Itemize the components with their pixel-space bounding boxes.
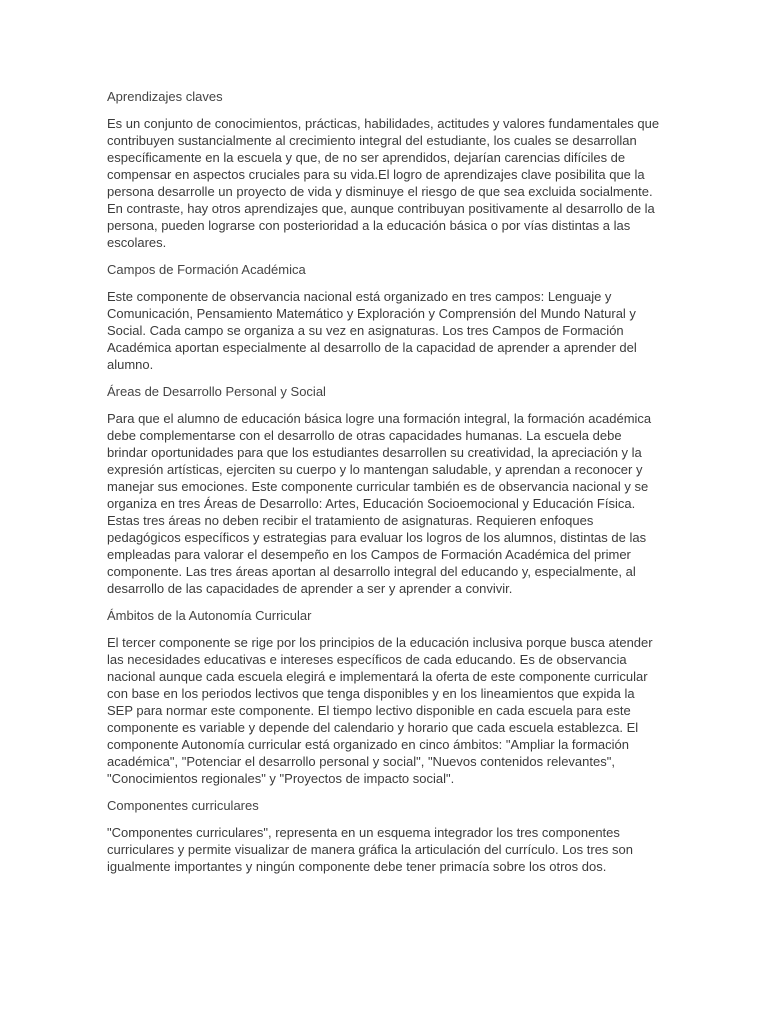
section-paragraph: Este componente de observancia nacional está organizado en tres campos: Lenguaje y Comunicación, Pensamiento Matemático y Exploración y Comprensión del Mundo Natural y Social. Cada campo se organiza a su vez en asignaturas. Los tres Campos de Formación Académica aportan especialmente al desarrollo de la capacidad de aprender a aprender del alumno. xyxy=(107,289,637,372)
section-ambitos-autonomia xyxy=(107,607,663,787)
section-paragraph: Es un conjunto de conocimientos, prácticas, habilidades, actitudes y valores fundamentales que contribuyen sustancialmente al crecimiento integral del estudiante, los cuales se desarrollan específicamente en la escuela y que, de no ser aprendidos, dejarían carencias difíciles de compensar en aspectos cruciales para su vida.El logro de aprendizajes clave posibilita que la persona desarrolle un proyecto de vida y disminuye el riesgo de que sea excluida socialmente. En contraste, hay otros aprendizajes que, aunque contribuyan positivamente al desarrollo de la persona, pueden lograrse con posterioridad a la educación básica o por vías distintas a las escolares. xyxy=(107,116,660,250)
document-page xyxy=(107,88,663,885)
section-heading: Ámbitos de la Autonomía Curricular xyxy=(107,608,312,623)
section-heading: Componentes curriculares xyxy=(107,798,259,813)
section-campos-formacion xyxy=(107,261,663,373)
section-areas-desarrollo xyxy=(107,383,663,597)
section-componentes-curriculares xyxy=(107,797,663,875)
section-heading: Aprendizajes claves xyxy=(107,89,223,104)
section-aprendizajes-claves xyxy=(107,88,663,251)
section-heading: Áreas de Desarrollo Personal y Social xyxy=(107,384,326,399)
section-paragraph: El tercer componente se rige por los principios de la educación inclusiva porque busca atender las necesidades educativas e intereses específicos de cada educando. Es de observancia nacional aunque cada escuela elegirá e implementará la oferta de este componente curricular con base en los periodos lectivos que tenga disponibles y en los lineamientos que expida la SEP para normar este componente. El tiempo lectivo disponible en cada escuela para este componente es variable y depende del calendario y horario que cada escuela establezca. El componente Autonomía curricular está organizado en cinco ámbitos: "Ampliar la formación académica", "Potenciar el desarrollo personal y social", "Nuevos contenidos relevantes", "Conocimientos regionales" y "Proyectos de impacto social". xyxy=(107,635,653,786)
section-paragraph: Para que el alumno de educación básica logre una formación integral, la formación académica debe complementarse con el desarrollo de otras capacidades humanas. La escuela debe brindar oportunidades para que los estudiantes desarrollen su creatividad, la apreciación y la expresión artísticas, ejerciten su cuerpo y lo mantengan saludable, y aprendan a reconocer y manejar sus emociones. Este componente curricular también es de observancia nacional y se organiza en tres Áreas de Desarrollo: Artes, Educación Socioemocional y Educación Física. Estas tres áreas no deben recibir el tratamiento de asignaturas. Requieren enfoques pedagógicos específicos y estrategias para evaluar los logros de los alumnos, distintas de las empleadas para valorar el desempeño en los Campos de Formación Académica del primer componente. Las tres áreas aportan al desarrollo integral del educando y, especialmente, al desarrollo de las capacidades de aprender a ser y aprender a convivir. xyxy=(107,411,652,596)
section-paragraph: "Componentes curriculares", representa en un esquema integrador los tres componentes curriculares y permite visualizar de manera gráfica la articulación del currículo. Los tres son igualmente importantes y ningún componente debe tener primacía sobre los otros dos. xyxy=(107,825,633,874)
section-heading: Campos de Formación Académica xyxy=(107,262,306,277)
